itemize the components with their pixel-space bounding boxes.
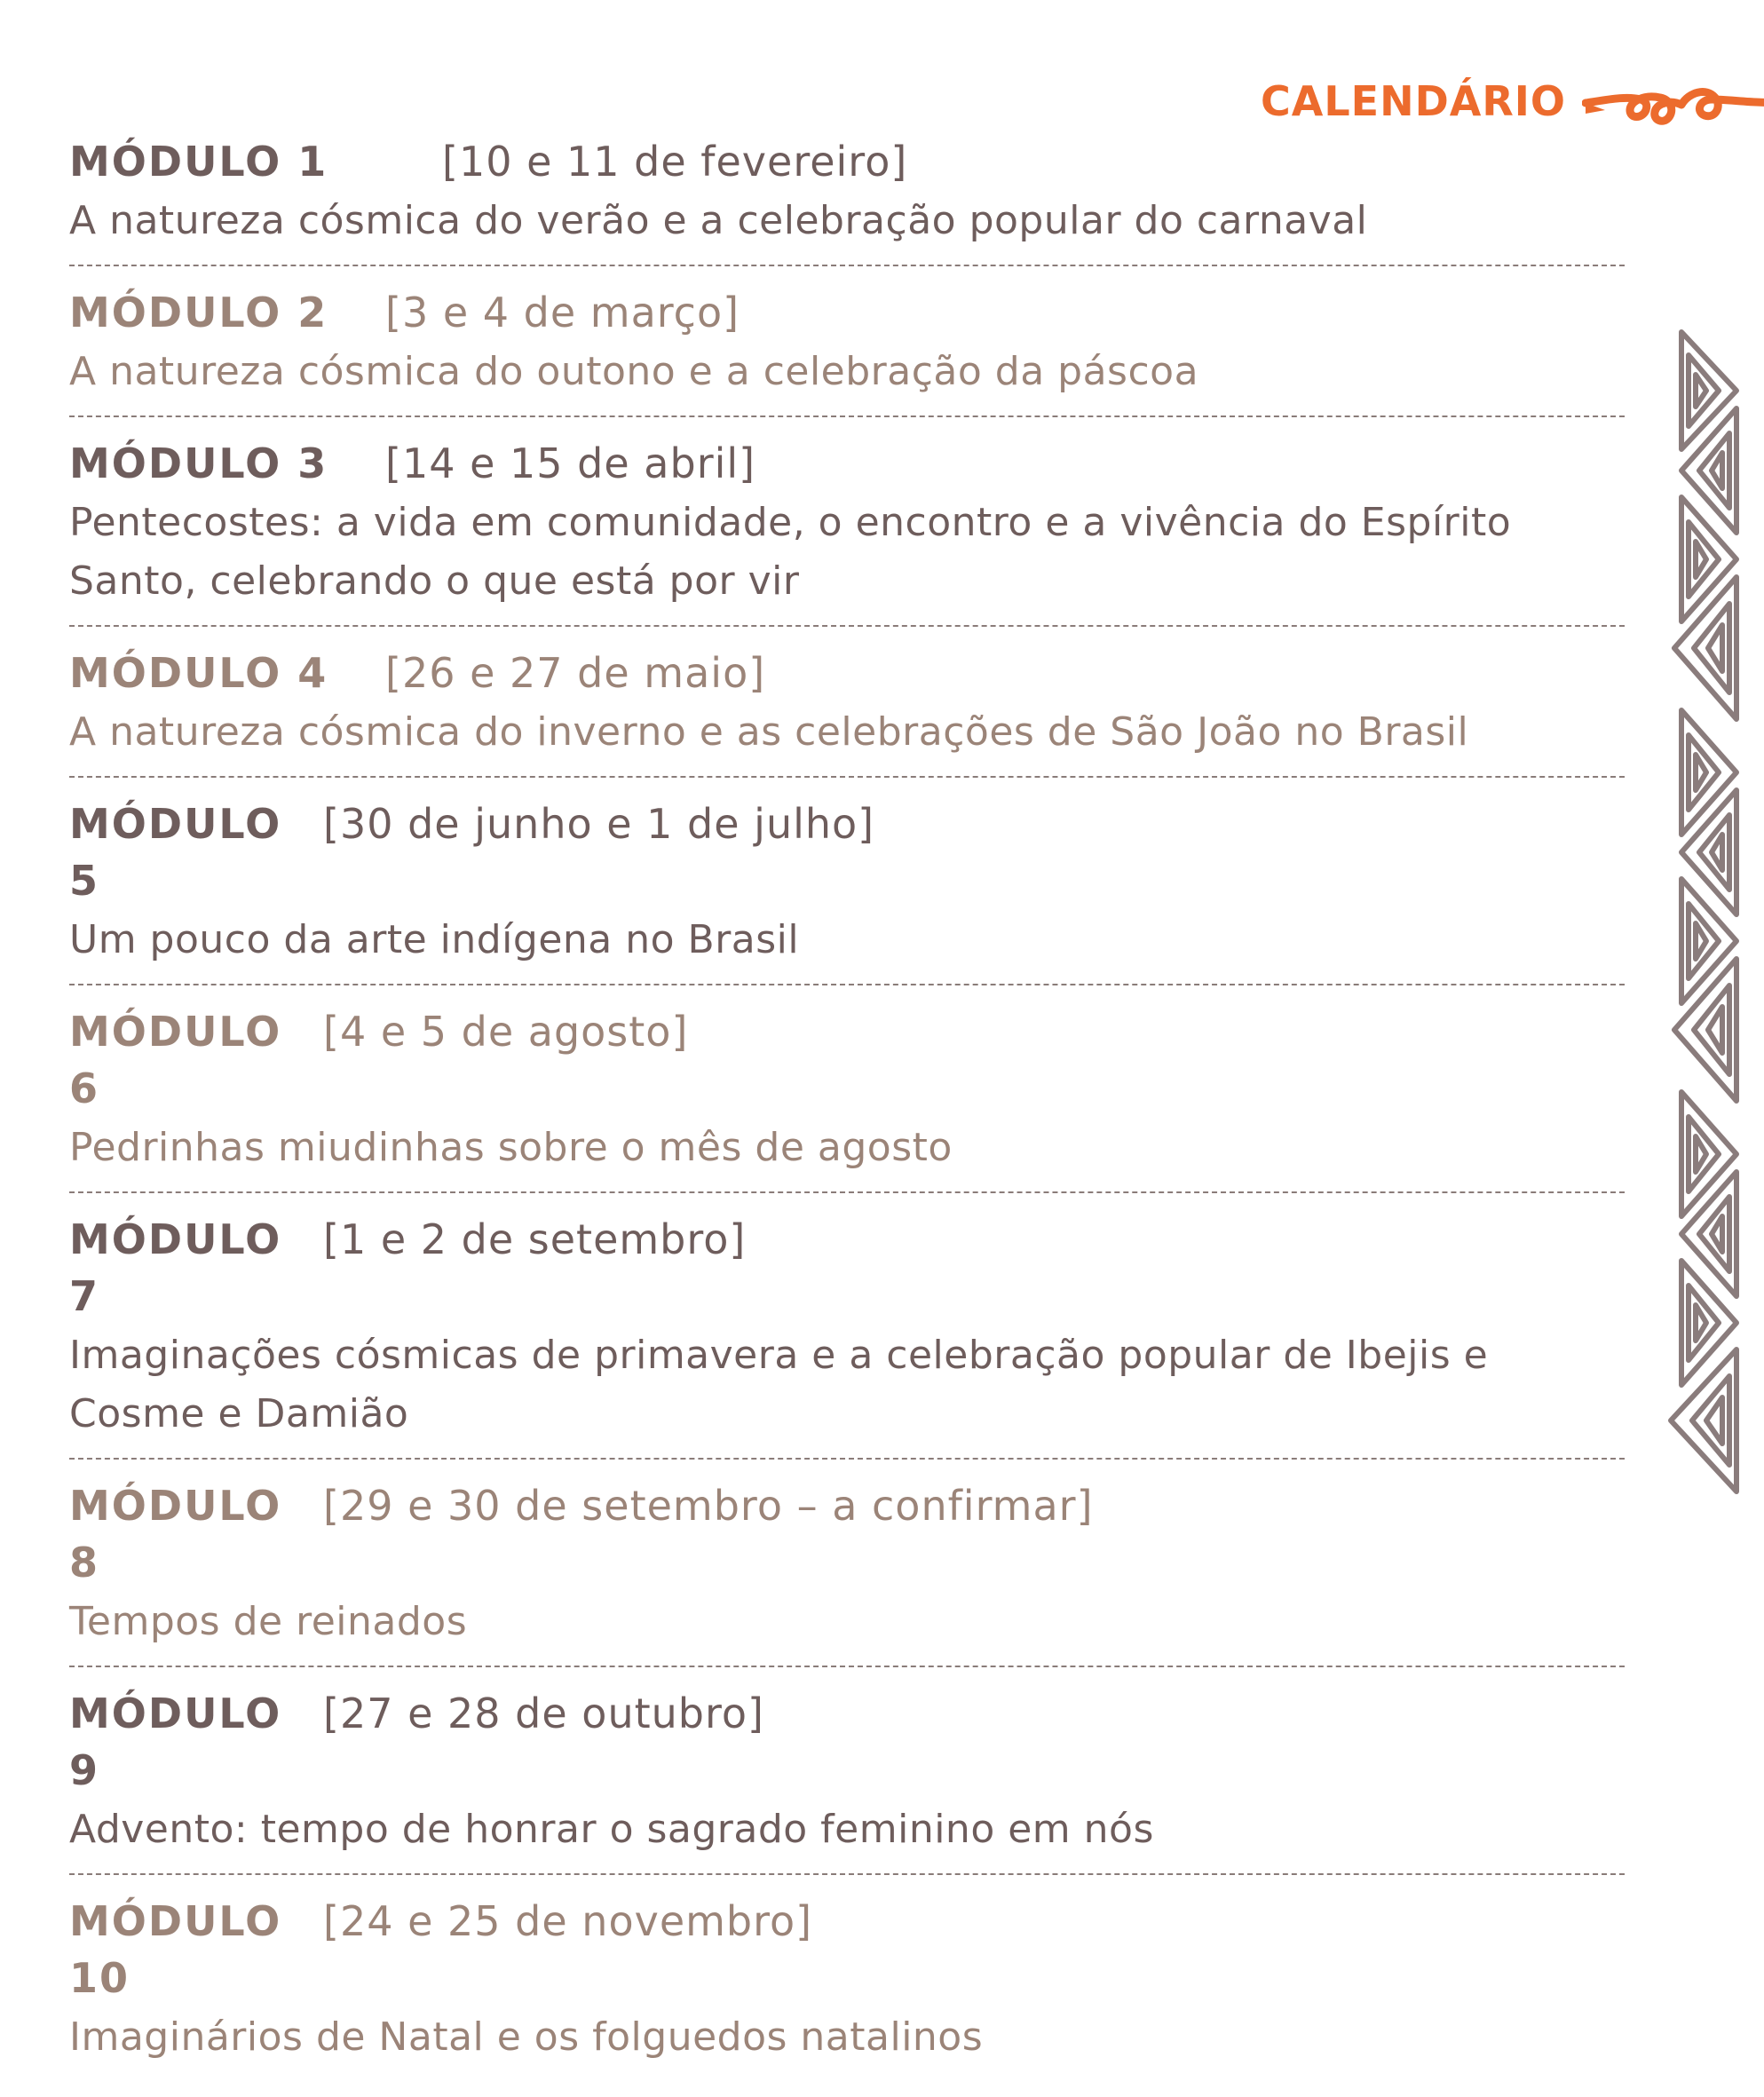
module-label: MÓDULO 3 [69, 439, 328, 487]
module-item [69, 1476, 1625, 1667]
module-date: [4 e 5 de agosto] [323, 1008, 689, 1056]
module-label: MÓDULO 1 [69, 138, 328, 186]
module-title: Imaginações cósmicas de primavera e a celebração popular de Ibejis e Cosme e Damião [69, 1333, 1489, 1436]
module-title: Pedrinhas miudinhas sobre o mês de agosto [69, 1125, 953, 1170]
module-label: MÓDULO 4 [69, 649, 328, 697]
module-date: [27 e 28 de outubro] [323, 1689, 764, 1737]
page-title: CALENDÁRIO [1261, 77, 1567, 125]
module-label: MÓDULO 9 [69, 1689, 282, 1794]
module-item [69, 282, 1625, 417]
module-item [69, 1209, 1625, 1460]
tribal-border-ornament [1662, 328, 1754, 1500]
module-date: [1 e 2 de setembro] [323, 1215, 747, 1263]
module-label: MÓDULO 5 [69, 800, 282, 905]
page-header [1261, 75, 1764, 128]
module-item [69, 131, 1625, 266]
module-label: MÓDULO 6 [69, 1008, 282, 1112]
module-title: Advento: tempo de honrar o sagrado feminino em nós [69, 1807, 1154, 1852]
module-date: [29 e 30 de setembro – a confirmar] [323, 1482, 1094, 1530]
module-item [69, 1001, 1625, 1193]
module-item [69, 794, 1625, 985]
module-date: [3 e 4 de março] [385, 289, 740, 336]
module-label: MÓDULO 2 [69, 289, 328, 336]
module-date: [10 e 11 de fevereiro] [442, 138, 908, 186]
module-list [69, 131, 1625, 2097]
module-date: [24 e 25 de novembro] [323, 1897, 813, 1945]
module-title: Pentecostes: a vida em comunidade, o encontro e a vivência do Espírito Santo, celebrando o que está por vir [69, 500, 1512, 604]
swirl-flourish-icon [1582, 75, 1764, 128]
module-title: A natureza cósmica do outono e a celebração da páscoa [69, 349, 1199, 394]
module-label: MÓDULO 10 [69, 1897, 282, 2002]
module-item [69, 433, 1625, 627]
module-date: [26 e 27 de maio] [385, 649, 766, 697]
module-title: Imaginários de Natal e os folguedos natalinos [69, 2014, 984, 2060]
module-item [69, 1683, 1625, 1875]
module-date: [14 e 15 de abril] [385, 439, 756, 487]
module-item [69, 1891, 1625, 2081]
module-item [69, 643, 1625, 778]
module-title: Tempos de reinados [69, 1599, 468, 1644]
module-title: Um pouco da arte indígena no Brasil [69, 917, 800, 962]
module-title: A natureza cósmica do verão e a celebração popular do carnaval [69, 198, 1368, 243]
module-label: MÓDULO 7 [69, 1215, 282, 1320]
module-title: A natureza cósmica do inverno e as celebrações de São João no Brasil [69, 709, 1469, 755]
module-date: [30 de junho e 1 de julho] [323, 800, 875, 848]
module-label: MÓDULO 8 [69, 1482, 282, 1587]
